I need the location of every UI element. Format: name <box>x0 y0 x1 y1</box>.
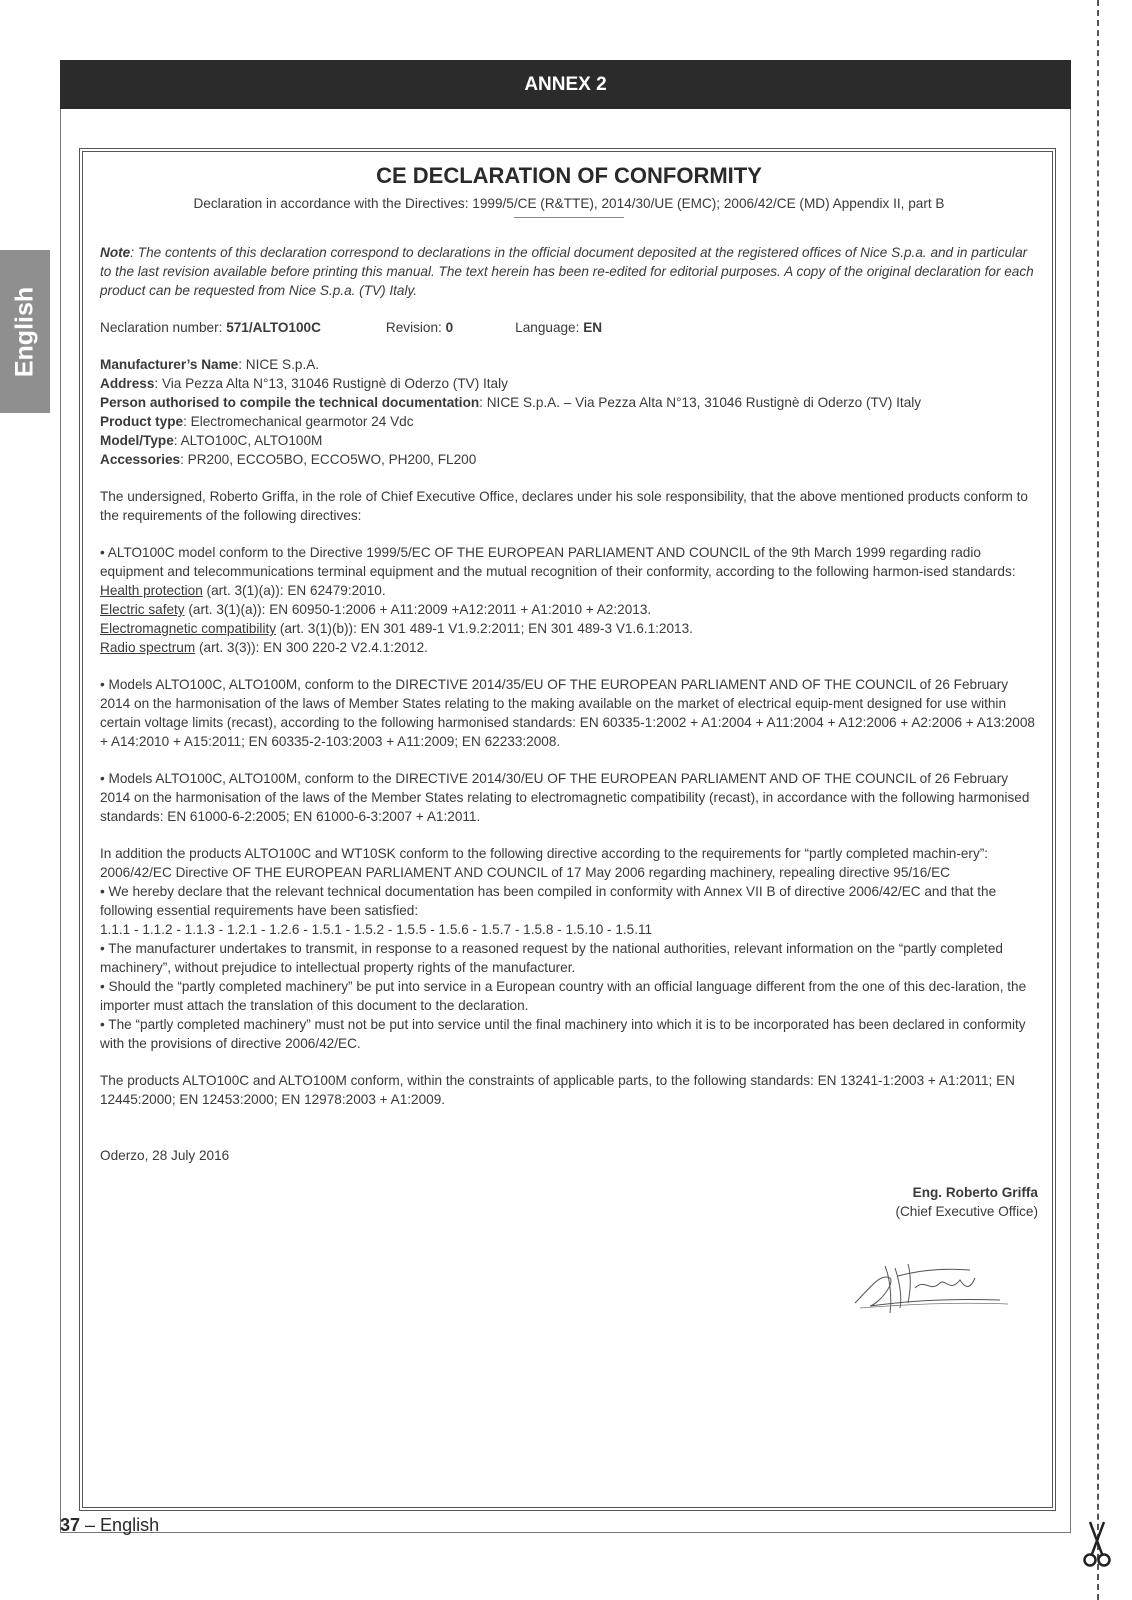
machinery-line: 2006/42/EC Directive OF THE EUROPEAN PARLIAMENT AND COUNCIL of 17 May 2006 regarding machinery, repealing directive 95/16/EC <box>100 865 950 880</box>
signer-name: Eng. Roberto Griffa <box>912 1185 1038 1200</box>
field-value: : Electromechanical gearmotor 24 Vdc <box>183 414 414 429</box>
rtte-standard-electric <box>100 600 1038 619</box>
rtte-standard-emc <box>100 619 1038 638</box>
signature-image <box>850 1258 1010 1318</box>
rtte-standard-radio <box>100 638 1038 657</box>
field-label: Manufacturer’s Name <box>100 357 239 372</box>
revision-label: Revision: <box>385 320 446 335</box>
title-divider <box>514 217 624 218</box>
field-value: : ALTO100C, ALTO100M <box>173 433 323 448</box>
field-value: : Via Pezza Alta N°13, 31046 Rustignè di Oderzo (TV) Italy <box>154 376 508 391</box>
field-label: Person authorised to compile the technical documentation <box>100 395 480 410</box>
machinery-line: • The manufacturer undertakes to transmit, in response to a reasoned request by the national authorities, relevant information on the “partly completed machinery”, without prejudice to intellectual property rights of the manufacturer. <box>100 941 1003 975</box>
rtte-intro: • ALTO100C model conform to the Directive 1999/5/EC OF THE EUROPEAN PARLIAMENT AND COUNCIL of the 9th March 1999 regarding radio equipment and telecommunications terminal equipment and the mutual recognition of their conformity, according to the following harmon-ised standards: <box>100 545 1016 579</box>
field-product-type <box>100 412 1038 431</box>
standard-label: Radio spectrum <box>100 640 196 655</box>
annex-header <box>60 60 1071 109</box>
machinery-line: In addition the products ALTO100C and WT10SK conform to the following directive according to the requirements for “partly completed machin-ery”: <box>100 846 989 861</box>
field-model-type <box>100 431 1038 450</box>
standard-label: Electric safety <box>100 602 185 617</box>
undersigned-paragraph: The undersigned, Roberto Griffa, in the role of Chief Executive Office, declares under his sole responsibility, that the above mentioned products conform to the requirements of the following directives: <box>100 489 1028 523</box>
note-paragraph <box>100 243 1038 300</box>
machinery-line: • Should the “partly completed machinery” be put into service in a European country with an official language different from the one of this dec-laration, the importer must attach the translation of this document to the declaration. <box>100 979 1027 1013</box>
machinery-line: • We hereby declare that the relevant technical documentation has been compiled in conformity with Annex VII B of directive 2006/42/EC and that the following essential requirements have been satisfied: <box>100 884 997 918</box>
signer-block <box>100 1183 1038 1221</box>
language-value: EN <box>583 320 603 335</box>
language-label: Language: <box>515 320 584 335</box>
standard-label: Health protection <box>100 583 203 598</box>
page-number: 37 <box>60 1515 81 1535</box>
scissors-icon <box>1080 1520 1114 1568</box>
footer-separator: – <box>80 1515 101 1535</box>
language-side-tab-label: English <box>10 286 39 377</box>
field-manufacturer <box>100 355 1038 374</box>
standards-paragraph: The products ALTO100C and ALTO100M conform, within the constraints of applicable parts, to the following standards: EN 13241-1:2003 + A1:2011; EN 12445:2000; EN 12453:2000; EN 12978:2003 + A1:2009. <box>100 1073 1015 1107</box>
annex-label: ANNEX 2 <box>524 73 607 95</box>
standard-value: (art. 3(1)(b)): EN 301 489-1 V1.9.2:2011; EN 301 489-3 V1.6.1:2013. <box>276 621 693 636</box>
place-date: Oderzo, 28 July 2016 <box>100 1148 230 1163</box>
standard-value: (art. 3(1)(a)): EN 62479:2010. <box>202 583 386 598</box>
field-accessories <box>100 450 1038 469</box>
field-label: Product type <box>100 414 184 429</box>
machinery-line: • The “partly completed machinery” must not be put into service until the final machinery into which it is to be incorporated has been declared in conformity with the provisions of directive 2006/42/EC. <box>100 1017 1026 1051</box>
page-footer <box>60 1515 159 1536</box>
note-text: : The contents of this declaration correspond to declarations in the official document deposited at the registered offices of Nice S.p.a. and in particular to the last revision available before printing this manual. The text herein has been re-edited for editorial purposes. A copy of the original declaration for each product can be requested from Nice S.p.a. (TV) Italy. <box>100 245 1034 298</box>
declaration-number: 571/ALTO100C <box>226 320 321 335</box>
rtte-standard-health <box>100 581 1038 600</box>
field-label: Accessories <box>100 452 181 467</box>
page-subtitle: Declaration in accordance with the Directives: 1999/5/CE (R&TTE), 2014/30/UE (EMC); 2006/42/CE (MD) Appendix II, part B <box>193 196 945 211</box>
machinery-section <box>100 844 1038 1053</box>
field-label: Model/Type <box>100 433 174 448</box>
page-title: CE DECLARATION OF CONFORMITY <box>376 163 762 188</box>
field-value: : PR200, ECCO5BO, ECCO5WO, PH200, FL200 <box>180 452 477 467</box>
field-address <box>100 374 1038 393</box>
declaration-content <box>100 160 1038 1221</box>
standard-value: (art. 3(1)(a)): EN 60950-1:2006 + A11:2009 +A12:2011 + A1:2010 + A2:2013. <box>184 602 652 617</box>
revision-value: 0 <box>445 320 454 335</box>
field-value: : NICE S.p.A. <box>238 357 320 372</box>
language-side-tab <box>0 250 50 413</box>
rtte-section <box>100 543 1038 657</box>
declaration-info-line <box>100 318 1038 337</box>
field-authorised-person <box>100 393 1038 412</box>
declaration-number-label: Neclaration number: <box>100 320 227 335</box>
field-value: : NICE S.p.A. – Via Pezza Alta N°13, 31046 Rustignè di Oderzo (TV) Italy <box>479 395 922 410</box>
manufacturer-fields <box>100 355 1038 469</box>
standard-label: Electromagnetic compatibility <box>100 621 277 636</box>
note-label: Note <box>100 245 131 260</box>
standard-value: (art. 3(3)): EN 300 220-2 V2.4.1:2012. <box>195 640 428 655</box>
emc-paragraph: • Models ALTO100C, ALTO100M, conform to the DIRECTIVE 2014/30/EU OF THE EUROPEAN PARLIAMENT AND OF THE COUNCIL of 26 February 2014 on the harmonisation of the laws of the Member States relating to electromagnetic compatibility (recast), in accordance with the following harmonised standards: EN 61000-6-2:2005; EN 61000-6-3:2007 + A1:2011. <box>100 771 1030 824</box>
footer-language: English <box>100 1515 160 1535</box>
lvd-paragraph: • Models ALTO100C, ALTO100M, conform to the DIRECTIVE 2014/35/EU OF THE EUROPEAN PARLIAMENT AND OF THE COUNCIL of 26 February 2014 on the harmonisation of the laws of Member States relating to the making available on the market of electrical equip-ment designed for use within certain voltage limits (recast), according to the following harmonised standards: EN 60335-1:2002 + A1:2004 + A11:2004 + A12:2006 + A2:2006 + A13:2008 + A14:2010 + A15:2011; EN 60335-2-103:2003 + A11:2009; EN 62233:2008. <box>100 677 1035 749</box>
signer-role: (Chief Executive Office) <box>895 1204 1038 1219</box>
machinery-line: 1.1.1 - 1.1.2 - 1.1.3 - 1.2.1 - 1.2.6 - 1.5.1 - 1.5.2 - 1.5.5 - 1.5.6 - 1.5.7 - 1.5.8 - 1.5.10 - 1.5.11 <box>100 922 653 937</box>
cut-line <box>1097 0 1099 1600</box>
field-label: Address <box>100 376 155 391</box>
